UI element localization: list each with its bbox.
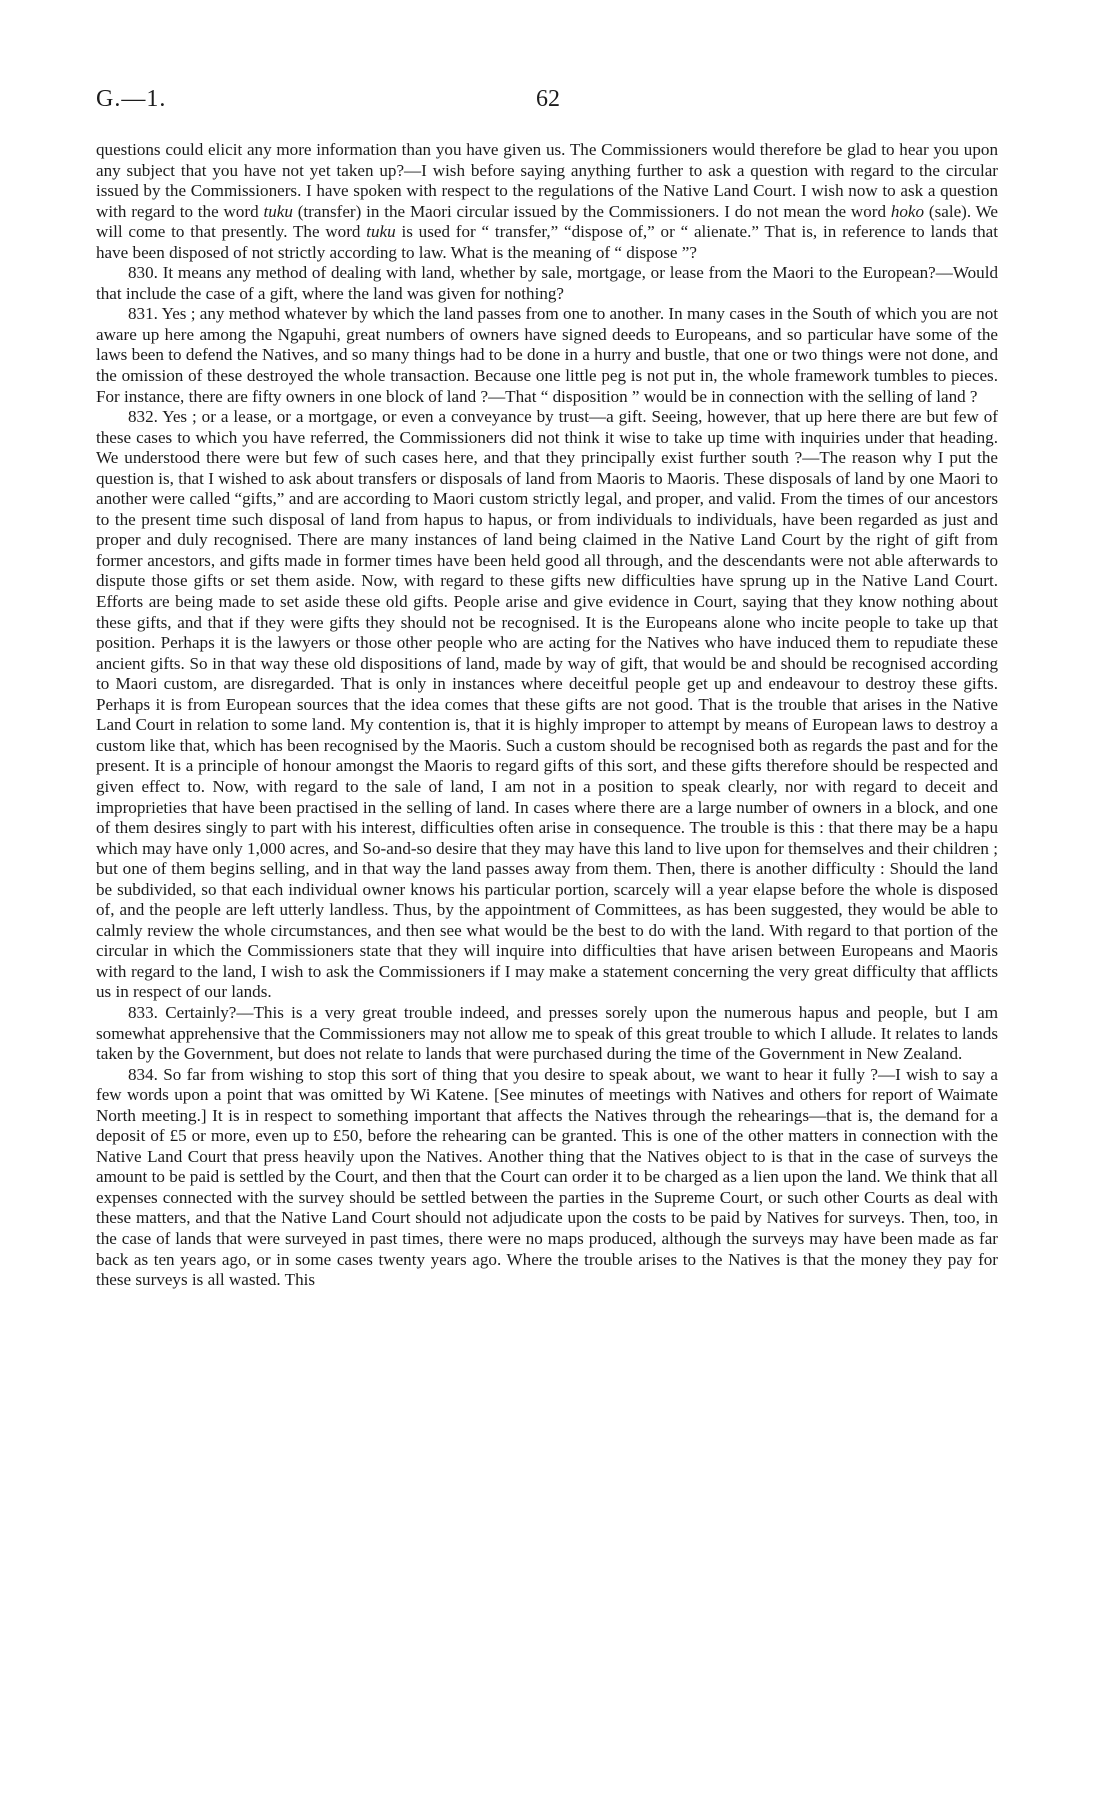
paragraph-833: 833. Certainly?—This is a very great trouble indeed, and presses sorely upon the numerous hapus and people, but I am somewhat apprehensive that the Commissioners may not allow me to speak of this great trouble to which I allude. It relates to lands taken by the Government, but does not relate to lands that were purchased during the time of the Government in New Zealand.	[96, 1002, 998, 1064]
paragraph-831: 831. Yes ; any method whatever by which the land passes from one to another. In many cases in the South of which you are not aware up here among the Ngapuhi, great numbers of owners have signed deeds to Europeans, and so particular have some of the laws been to defend the Natives, and so many things had to be done in a hurry and bustle, that one or two things were not done, and the omission of these destroyed the whole transaction. Because one little peg is not put in, the whole framework tumbles to pieces. For instance, there are fifty owners in one block of land ?—That “ disposition ” would be in connection with the selling of land ?	[96, 304, 998, 406]
page-header	[96, 86, 998, 120]
paragraph-832: 832. Yes ; or a lease, or a mortgage, or even a conveyance by trust—a gift. Seeing, however, that up here there are but few of these cases to which you have referred, the Commissioners did not think it wise to take up time with inquiries under that heading. We understood there were but few of such cases here, and that they principally exist further south ?—The reason why I put the question is, that I wished to ask about transfers or disposals of land from Maoris to Maoris. These disposals of land by one Maori to another were called “gifts,” and are according to Maori custom strictly legal, and proper, and valid. From the times of our ancestors to the present time such disposal of land from hapus to hapus, or from individuals to individuals, have been regarded as just and proper and duly recognised. There are many instances of land being claimed in the Native Land Court by the right of gift from former ancestors, and gifts made in former times have been held good all through, and the descendants were not able afterwards to dispute those gifts or set them aside. Now, with regard to these gifts new difficulties have sprung up in the Native Land Court. Efforts are being made to set aside these old gifts. People arise and give evidence in Court, saying that they know nothing about these gifts, and that if they were gifts they should not be recognised. It is the Europeans alone who incite people to take up that position. Perhaps it is the lawyers or those other people who are acting for the Natives who have induced them to repudiate these ancient gifts. So in that way these old dispositions of land, made by way of gift, that would be and should be recognised according to Maori custom, are disregarded. That is only in instances where deceitful people get up and endeavour to destroy these gifts. Perhaps it is from European sources that the idea comes that these gifts are not good. That is the trouble that arises in the Native Land Court in relation to some land. My contention is, that it is highly improper to attempt by means of European laws to destroy a custom like that, which has been recognised by the Maoris. Such a custom should be recognised both as regards the past and for the present. It is a principle of honour amongst the Maoris to regard gifts of this sort, and these gifts therefore should be respected and given effect to. Now, with regard to the sale of land, I am not in a position to speak clearly, nor with regard to deceit and improprieties that have been practised in the selling of land. In cases where there are a large number of owners in a block, and one of them desires singly to part with his interest, difficulties often arise in consequence. The trouble is this : that there may be a hapu which may have only 1,000 acres, and So-and-so desire that they may have this land to live upon for themselves and their children ; but one of them begins selling, and in that way the land passes away from them. Then, there is another difficulty : Should the land be subdivided, so that each individual owner knows his particular portion, scarcely will a year elapse before the whole is disposed of, and the people are left utterly landless. Thus, by the appointment of Committees, as has been suggested, they would be able to calmly review the whole circumstances, and then see what would be the best to do with the land. With regard to that portion of the circular in which the Commissioners state that they will inquire into difficulties that have arisen between Europeans and Maoris with regard to the land, I wish to ask the Commissioners if I may make a statement concerning the very great difficulty that afflicts us in respect of our lands.	[96, 407, 998, 1002]
paragraph-continuation: questions could elicit any more information than you have given us. The Commissioners would therefore be glad to hear you upon any subject that you have not yet taken up?—I wish before saying anything further to ask a question with regard to the circular issued by the Commissioners. I have spoken with respect to the regulations of the Native Land Court. I wish now to ask a question with regard to the word tuku (transfer) in the Maori circular issued by the Commissioners. I do not mean the word hoko (sale). We will come to that presently. The word tuku is used for “ transfer,” “dispose of,” or “ alienate.” That is, in reference to lands that have been disposed of not strictly according to law. What is the meaning of “ dispose ”?	[96, 140, 998, 262]
maori-term: hoko	[890, 201, 925, 221]
maori-term: tuku	[263, 201, 293, 221]
maori-term: tuku	[366, 222, 396, 242]
document-reference: G.—1.	[96, 86, 167, 112]
paragraph-834: 834. So far from wishing to stop this sort of thing that you desire to speak about, we want to hear it fully ?—I wish to say a few words upon a point that was omitted by Wi Katene. [See minutes of meetings with Natives and others for report of Waimate North meeting.] It is in respect to something important that affects the Natives through the rehearings—that is, the demand for a deposit of £5 or more, even up to £50, before the rehearing can be granted. This is one of the other matters in connection with the Native Land Court that press heavily upon the Natives. Another thing that the Natives object to is that in the case of surveys the amount to be paid is settled by the Court, and then that the Court can order it to be charged as a lien upon the land. We think that all expenses connected with the survey should be settled between the parties in the Supreme Court, or such other Courts as deal with these matters, and that the Native Land Court should not adjudicate upon the costs to be paid by Natives for surveys. Then, too, in the case of lands that were surveyed in past times, there were no maps produced, although the surveys may have been made as far back as ten years ago, or in some cases twenty years ago. Where the trouble arises to the Natives is that the money they pay for these surveys is all wasted. This	[96, 1064, 998, 1290]
page-number: 62	[536, 86, 560, 112]
body-text	[96, 140, 998, 1291]
paragraph-830: 830. It means any method of dealing with land, whether by sale, mortgage, or lease from the Maori to the European?—Would that include the case of a gift, where the land was given for nothing?	[96, 263, 998, 303]
